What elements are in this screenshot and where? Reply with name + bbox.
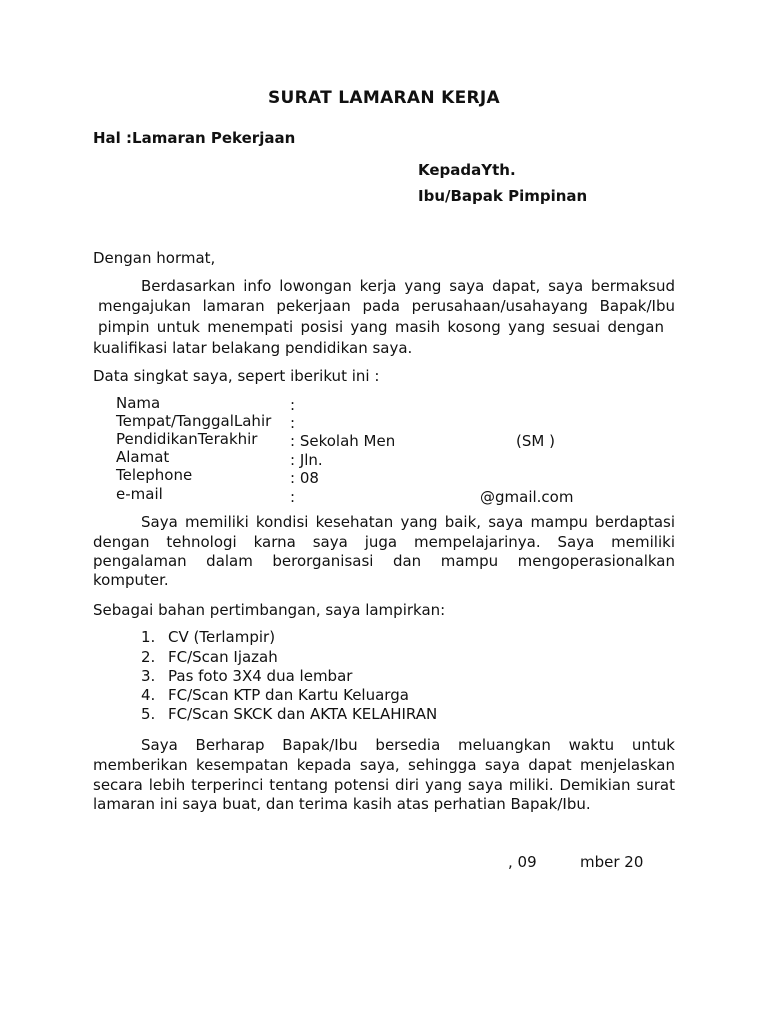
- data-label: Telephone: [116, 466, 193, 484]
- data-label: Tempat/TanggalLahir: [116, 412, 272, 430]
- data-label: e-mail: [116, 485, 163, 503]
- data-label: Alamat: [116, 448, 170, 466]
- letter-title: SURAT LAMARAN KERJA: [267, 88, 500, 108]
- list-item: CV (Terlampir): [168, 628, 276, 646]
- recipient-to: KepadaYth.: [418, 161, 516, 179]
- list-item: Pas foto 3X4 dua lembar: [168, 667, 353, 685]
- data-value: :: [290, 488, 296, 506]
- intro-line: pimpin untuk menempati posisi yang masih kosong yang sesuai dengan: [98, 318, 664, 336]
- closing-line: Saya Berharap Bapak/Ibu bersedia meluangkan waktu untuk: [141, 736, 675, 754]
- intro-line: mengajukan lamaran pekerjaan pada perusahaan/usahayang Bapak/Ibu: [98, 297, 675, 315]
- list-item: FC/Scan SKCK dan AKTA KELAHIRAN: [168, 705, 438, 723]
- data-value: : 08: [290, 469, 319, 487]
- skills-line: dengan tehnologi karna saya juga mempelajarinya. Saya memiliki: [93, 533, 675, 551]
- list-number: 5.: [141, 705, 156, 723]
- data-extra: (SM ): [516, 432, 555, 450]
- data-intro: Data singkat saya, sepert iberikut ini :: [93, 367, 380, 385]
- data-value: : Sekolah Men: [290, 432, 396, 450]
- attachments-intro: Sebagai bahan pertimbangan, saya lampirkan:: [93, 601, 446, 619]
- data-extra: @gmail.com: [480, 488, 574, 506]
- data-label: PendidikanTerakhir: [116, 430, 258, 448]
- data-value: :: [290, 396, 296, 414]
- list-item: FC/Scan Ijazah: [168, 648, 278, 666]
- data-value: : Jln.: [290, 451, 323, 469]
- greeting: Dengan hormat,: [93, 249, 216, 267]
- data-value: :: [290, 414, 296, 432]
- skills-line: Saya memiliki kondisi kesehatan yang baik, saya mampu berdaptasi: [141, 513, 675, 531]
- recipient-name: Ibu/Bapak Pimpinan: [418, 187, 588, 205]
- skills-line: komputer.: [93, 571, 169, 589]
- letter-date-month-year: mber 20: [580, 853, 644, 871]
- skills-line: pengalaman dalam berorganisasi dan mampu mengoperasionalkan: [93, 552, 675, 570]
- list-item: FC/Scan KTP dan Kartu Keluarga: [168, 686, 409, 704]
- closing-line: lamaran ini saya buat, dan terima kasih atas perhatian Bapak/Ibu.: [93, 795, 591, 813]
- list-number: 2.: [141, 648, 156, 666]
- closing-line: memberikan kesempatan kepada saya, sehingga saya dapat menjelaskan: [93, 756, 675, 774]
- letter-subject: Hal :Lamaran Pekerjaan: [93, 129, 296, 147]
- data-label: Nama: [116, 394, 161, 412]
- closing-line: secara lebih terperinci tentang potensi diri yang saya miliki. Demikian surat: [93, 776, 675, 794]
- intro-line: Berdasarkan info lowongan kerja yang saya dapat, saya bermaksud: [141, 277, 675, 295]
- list-number: 3.: [141, 667, 156, 685]
- intro-line: kualifikasi latar belakang pendidikan saya.: [93, 339, 413, 357]
- letter-date-day: , 09: [508, 853, 537, 871]
- list-number: 4.: [141, 686, 156, 704]
- list-number: 1.: [141, 628, 156, 646]
